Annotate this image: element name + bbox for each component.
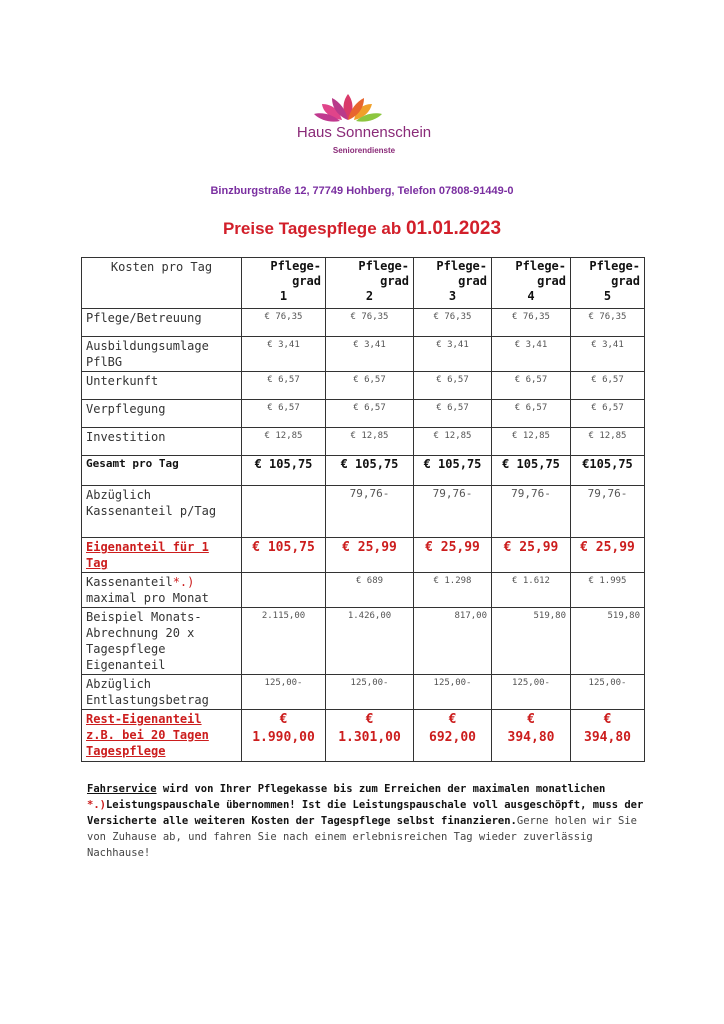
- row-label: Pflege/Betreuung: [82, 309, 242, 337]
- table-cell: € 394,80: [571, 710, 645, 762]
- row-label: Abzüglich Entlastungsbetrag: [82, 675, 242, 710]
- footer-part1: wird von Ihrer Pflegekasse bis zum Erreichen der maximalen monatlichen: [156, 783, 606, 795]
- table-row-rest-eigenanteil: [82, 710, 645, 762]
- row-label: Abzüglich Kassenanteil p/Tag: [82, 486, 242, 538]
- table-cell: 519,80: [571, 608, 645, 675]
- table-cell: € 25,99: [492, 538, 571, 573]
- table-row-kassenanteil-monat: [82, 573, 645, 608]
- table-cell: € 3,41: [492, 337, 571, 372]
- table-cell: € 76,35: [242, 309, 326, 337]
- table-cell: € 12,85: [492, 428, 571, 456]
- table-cell: € 105,75: [242, 538, 326, 573]
- corner-label: Kosten pro Tag: [82, 258, 242, 309]
- table-cell: € 12,85: [326, 428, 414, 456]
- table-cell: € 3,41: [242, 337, 326, 372]
- table-cell: € 76,35: [492, 309, 571, 337]
- table-cell: 79,76-: [326, 486, 414, 538]
- table-cell: 519,80: [492, 608, 571, 675]
- table-cell: [242, 486, 326, 538]
- table-cell: 1.426,00: [326, 608, 414, 675]
- table-cell: € 76,35: [326, 309, 414, 337]
- table-cell: € 105,75: [414, 456, 492, 486]
- table-cell: € 6,57: [326, 372, 414, 400]
- table-cell: € 25,99: [571, 538, 645, 573]
- table-header-row: [82, 258, 645, 309]
- table-cell: € 105,75: [492, 456, 571, 486]
- table-row-pflege: [82, 309, 645, 337]
- page-title: [0, 218, 724, 240]
- table-cell: € 6,57: [242, 372, 326, 400]
- brand-name: Haus Sonnenschein: [296, 124, 432, 141]
- table-cell: € 1.301,00: [326, 710, 414, 762]
- table-cell: € 6,57: [492, 400, 571, 428]
- table-row-entlastung: [82, 675, 645, 710]
- address-line: Binzburgstraße 12, 77749 Hohberg, Telefon 07808-91449-0: [210, 185, 514, 197]
- table-cell: 817,00: [414, 608, 492, 675]
- table-cell: € 6,57: [326, 400, 414, 428]
- table-cell: € 1.990,00: [242, 710, 326, 762]
- table-cell: € 689: [326, 573, 414, 608]
- table-cell: € 6,57: [414, 400, 492, 428]
- footer-part3: Gerne holen wir Sie von Zuhause ab, und fahren Sie nach einem erlebnisreichen Tag wieder zuverlässig Nachhause!: [87, 815, 637, 859]
- title-prefix: Preise Tagespflege ab: [222, 219, 406, 238]
- column-header-pflegegrad-1: Pflege- grad 1: [242, 258, 326, 309]
- footer-asterisk: *.): [87, 799, 106, 811]
- table-cell: 79,76-: [492, 486, 571, 538]
- footer-part2: Leistungspauschale übernommen! Ist die Leistungspauschale voll ausgeschöpft, muss der Versicherte alle weiteren Kosten der Tagespflege selbst finanzieren.: [87, 799, 644, 827]
- table-cell: € 105,75: [326, 456, 414, 486]
- logo: [284, 90, 444, 160]
- table-cell: € 76,35: [414, 309, 492, 337]
- table-cell: € 1.612: [492, 573, 571, 608]
- table-row-investition: [82, 428, 645, 456]
- row-label: Verpflegung: [82, 400, 242, 428]
- table-row-gesamt: [82, 456, 645, 486]
- table-cell: € 12,85: [414, 428, 492, 456]
- row-label: Ausbildungsumlage PflBG: [82, 337, 242, 372]
- title-date: 01.01.2023: [405, 218, 502, 239]
- table-cell: 79,76-: [414, 486, 492, 538]
- table-cell: € 25,99: [326, 538, 414, 573]
- table-cell: € 6,57: [242, 400, 326, 428]
- table-row-monatsabrechnung: [82, 608, 645, 675]
- table-cell: 125,00-: [414, 675, 492, 710]
- column-header-pflegegrad-2: Pflege- grad 2: [326, 258, 414, 309]
- table-cell: €105,75: [571, 456, 645, 486]
- lotus-flower-icon: [290, 90, 440, 126]
- price-table: [81, 257, 645, 762]
- table-cell: € 3,41: [326, 337, 414, 372]
- table-cell: € 1.995: [571, 573, 645, 608]
- table-cell: € 12,85: [571, 428, 645, 456]
- table-cell: 125,00-: [242, 675, 326, 710]
- column-header-pflegegrad-5: Pflege- grad 5: [571, 258, 645, 309]
- table-cell: € 692,00: [414, 710, 492, 762]
- row-label: Investition: [82, 428, 242, 456]
- table-cell: 125,00-: [571, 675, 645, 710]
- row-label: Kassenanteil*.) maximal pro Monat: [82, 573, 242, 608]
- table-cell: € 12,85: [242, 428, 326, 456]
- table-cell: € 394,80: [492, 710, 571, 762]
- table-row-ausbildung: [82, 337, 645, 372]
- table-cell: € 6,57: [571, 400, 645, 428]
- column-header-pflegegrad-3: Pflege- grad 3: [414, 258, 492, 309]
- row-label: Rest-Eigenanteil z.B. bei 20 Tagen Tagespflege: [82, 710, 242, 762]
- table-cell: 79,76-: [571, 486, 645, 538]
- table-row-verpflegung: [82, 400, 645, 428]
- table-cell: € 6,57: [492, 372, 571, 400]
- table-cell: [242, 573, 326, 608]
- table-cell: 125,00-: [326, 675, 414, 710]
- column-header-pflegegrad-4: Pflege- grad 4: [492, 258, 571, 309]
- row-label: Unterkunft: [82, 372, 242, 400]
- row-label: Eigenanteil für 1 Tag: [82, 538, 242, 573]
- table-cell: € 105,75: [242, 456, 326, 486]
- row-label: Beispiel Monats-Abrechnung 20 x Tagespflege Eigenanteil: [82, 608, 242, 675]
- brand-subtitle: Seniorendienste: [332, 146, 396, 155]
- table-row-unterkunft: [82, 372, 645, 400]
- table-cell: € 6,57: [571, 372, 645, 400]
- table-cell: € 3,41: [571, 337, 645, 372]
- table-cell: € 1.298: [414, 573, 492, 608]
- table-row-eigenanteil: [82, 538, 645, 573]
- table-cell: € 3,41: [414, 337, 492, 372]
- table-cell: 2.115,00: [242, 608, 326, 675]
- table-cell: 125,00-: [492, 675, 571, 710]
- table-row-kassenanteil-tag: [82, 486, 645, 538]
- table-cell: € 6,57: [414, 372, 492, 400]
- row-label: Gesamt pro Tag: [82, 456, 242, 486]
- table-cell: € 25,99: [414, 538, 492, 573]
- footer-note: [87, 781, 647, 861]
- table-cell: € 76,35: [571, 309, 645, 337]
- fahrservice-label: Fahrservice: [87, 783, 157, 795]
